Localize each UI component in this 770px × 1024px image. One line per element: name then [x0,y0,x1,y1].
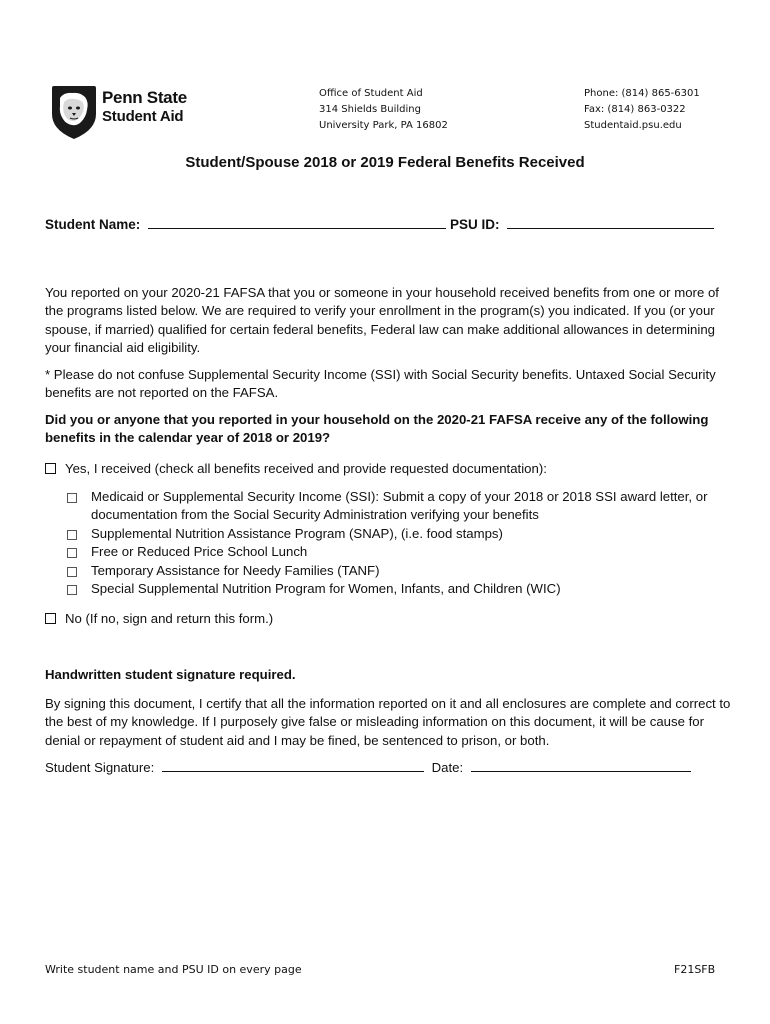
date-label: Date: [431,760,464,775]
website: Studentaid.psu.edu [584,120,682,131]
contact-info [584,86,700,134]
nittany-lion-icon [50,84,98,140]
benefit-label: Medicaid or Supplemental Security Income (SSI): Submit a copy of your 2018 or 2018 SSI award letter, or documentation from the Social Security Administration verifying your benefits [91,489,708,523]
benefit-item-school-lunch [67,543,737,561]
intro-text: You reported on your 2020-21 FAFSA that you or someone in your household received benefits from one or more of the programs listed below. We are required to verify your enrollment in the program(s) you indicated. If you (or your spouse, if married) qualified for certain federal benefits, Federal law can make additional allowances in determining your financial aid eligibility. [45,285,719,356]
office-address [319,86,448,134]
footer-note: Write student name and PSU ID on every page [45,963,302,976]
office-name: Office of Student Aid [319,88,423,99]
student-name-label: Student Name: [45,217,141,232]
certification-paragraph [45,695,735,750]
signature-label: Student Signature: [45,760,155,775]
benefit-item-wic [67,580,737,598]
certification-text: By signing this document, I certify that all the information reported on it and all enclosures are complete and correct to the best of my knowledge. If I purposely give false or misleading information on this document, it will be cause for denial or repayment of student aid and I may be fined, be sentenced to prison, or both. [45,696,731,748]
logo-line-2: Student Aid [102,108,184,125]
signature-field[interactable] [162,759,424,772]
yes-option [45,460,735,478]
tanf-checkbox[interactable] [67,567,77,577]
psu-id-label: PSU ID: [450,217,500,232]
psu-id-field[interactable] [507,216,714,229]
medicaid-checkbox[interactable] [67,493,77,503]
benefits-list [67,488,737,598]
signature-row [45,759,745,777]
benefits-question [45,411,735,448]
benefit-label: Special Supplemental Nutrition Program for Women, Infants, and Children (WIC) [91,581,561,597]
office-city: University Park, PA 16802 [319,120,448,131]
student-name-field[interactable] [148,216,446,229]
no-option-label: No (If no, sign and return this form.) [65,611,274,626]
student-name-row [45,216,446,232]
school-lunch-checkbox[interactable] [67,548,77,558]
logo-line-1: Penn State [102,88,187,107]
date-field[interactable] [471,759,691,772]
benefit-item-medicaid [67,488,737,525]
penn-state-student-aid-logo [50,84,190,140]
benefit-label: Free or Reduced Price School Lunch [91,544,308,560]
no-checkbox[interactable] [45,613,56,624]
snap-checkbox[interactable] [67,530,77,540]
ssi-note-text: * Please do not confuse Supplemental Security Income (SSI) with Social Security benefits. Untaxed Social Security benefits are not reported on the FAFSA. [45,367,716,401]
benefits-question-text: Did you or anyone that you reported in your household on the 2020-21 FAFSA receive any of the following benefits in the calendar year of 2018 or 2019? [45,412,709,446]
ssi-note [45,366,735,403]
wic-checkbox[interactable] [67,585,77,595]
intro-paragraph [45,284,735,358]
benefit-label: Temporary Assistance for Needy Families (TANF) [91,562,380,578]
benefit-label: Supplemental Nutrition Assistance Program (SNAP), (i.e. food stamps) [91,525,503,541]
psu-id-row [450,216,714,232]
form-code: F21SFB [674,963,716,976]
benefit-item-tanf [67,562,737,580]
fax-number: Fax: (814) 863-0322 [584,104,686,115]
yes-option-label: Yes, I received (check all benefits received and provide requested documentation): [65,461,547,476]
no-option [45,610,735,628]
form-title: Student/Spouse 2018 or 2019 Federal Benefits Received [185,154,585,171]
office-building: 314 Shields Building [319,104,421,115]
signature-heading: Handwritten student signature required. [45,667,296,682]
yes-checkbox[interactable] [45,463,56,474]
phone-number: Phone: (814) 865-6301 [584,88,700,99]
benefit-item-snap [67,525,737,543]
